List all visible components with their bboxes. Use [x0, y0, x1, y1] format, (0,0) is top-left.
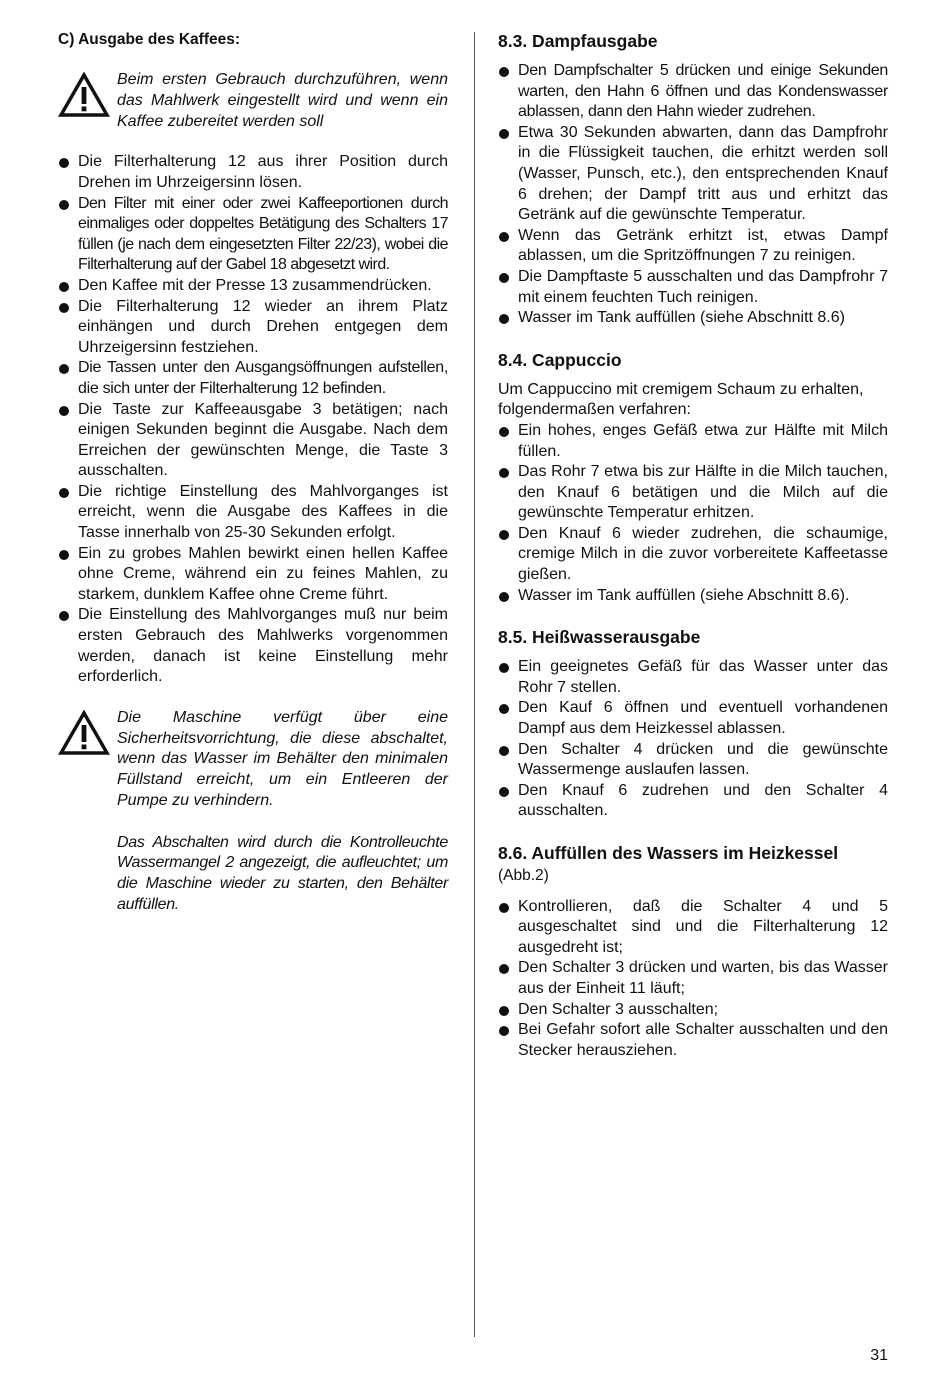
steam-output-steps — [498, 61, 888, 329]
warning-text-low-water-lamp: Das Abschalten wird durch die Kontrolleuchte Wassermangel 2 angezeigt, die aufleuchtet; um die Maschine wieder zu starten, den Behälter auffüllen. — [117, 833, 448, 913]
list-item: Den Schalter 3 ausschalten; — [498, 1000, 888, 1021]
list-item: Den Schalter 3 drücken und warten, bis das Wasser aus der Einheit 11 läuft; — [498, 958, 888, 999]
list-item: Die Tassen unter den Ausgangsöffnungen aufstellen, die sich unter der Filterhalterung 12 befinden. — [58, 358, 448, 399]
list-item: Wenn das Getränk erhitzt ist, etwas Dampf ablassen, um die Spritzöffnungen 7 zu reinigen. — [498, 226, 888, 267]
list-item: Ein zu grobes Mahlen bewirkt einen hellen Kaffee ohne Creme, während ein zu feines Mahlen, zu starkem, dunklem Kaffee ohne Creme führt. — [58, 544, 448, 606]
list-item: Den Kauf 6 öffnen und eventuell vorhandenen Dampf aus dem Heizkessel ablassen. — [498, 698, 888, 739]
list-item: Kontrollieren, daß die Schalter 4 und 5 ausgeschaltet sind und die Filterhalterung 12 ausgedreht ist; — [498, 897, 888, 959]
list-item: Den Filter mit einer oder zwei Kaffeeportionen durch einmaliges oder doppeltes Betätigung des Schalters 17 füllen (je nach dem eingesetzten Filter 22/23), wobei die Filterhalterung auf der Gabel 18 abgesetzt wird. — [58, 194, 448, 276]
list-item: Ein geeignetes Gefäß für das Wasser unter das Rohr 7 stellen. — [498, 657, 888, 698]
warning-block-safety-device — [58, 708, 448, 916]
figure-reference: (Abb.2) — [498, 867, 549, 884]
list-item: Die Filterhalterung 12 wieder an ihrem Platz einhängen und durch Drehen entgegen dem Uhrzeigersinn festziehen. — [58, 297, 448, 359]
list-item: Ein hohes, enges Gefäß etwa zur Hälfte mit Milch füllen. — [498, 421, 888, 462]
section-heading-refill-boiler: 8.6. Auffüllen des Wassers im Heizkessel — [498, 843, 839, 863]
left-column — [58, 30, 448, 916]
refill-boiler-steps — [498, 897, 888, 1062]
coffee-output-steps — [58, 152, 448, 687]
list-item: Die richtige Einstellung des Mahlvorganges ist erreicht, wenn die Ausgabe des Kaffees in die Tasse innerhalb von 25-30 Sekunden erfolgt. — [58, 482, 448, 544]
warning-triangle-icon — [58, 710, 110, 756]
list-item: Den Knauf 6 wieder zudrehen, die schaumige, cremige Milch in die zuvor vorbereitete Kaffeetasse gießen. — [498, 524, 888, 586]
section-heading-steam-output: 8.3. Dampfausgabe — [498, 31, 658, 51]
list-item: Wasser im Tank auffüllen (siehe Abschnitt 8.6). — [498, 586, 888, 607]
page-number: 31 — [870, 1347, 888, 1364]
list-item: Die Einstellung des Mahlvorganges muß nur beim ersten Gebrauch des Mahlwerks vorgenommen werden, danach ist keine Einstellung mehr erforderlich. — [58, 605, 448, 687]
list-item: Den Kaffee mit der Presse 13 zusammendrücken. — [58, 276, 448, 297]
list-item: Die Taste zur Kaffeeausgabe 3 betätigen; nach einigen Sekunden beginnt die Ausgabe. Nach dem Erreichen der gewünschten Menge, die Taste 3 ausschalten. — [58, 400, 448, 482]
list-item: Die Filterhalterung 12 aus ihrer Position durch Drehen im Uhrzeigersinn lösen. — [58, 152, 448, 193]
column-divider — [474, 32, 475, 1337]
warning-block-first-use — [58, 70, 448, 132]
list-item: Die Dampftaste 5 ausschalten und das Dampfrohr 7 mit einem feuchten Tuch reinigen. — [498, 267, 888, 308]
hot-water-output-steps — [498, 657, 888, 822]
warning-text-safety-device: Die Maschine verfügt über eine Sicherheitsvorrichtung, die diese abschaltet, wenn das Wasser im Behälter den minimalen Füllstand erreicht, um ein Entleeren der Pumpe zu verhindern. — [117, 708, 448, 810]
warning-triangle-icon — [58, 72, 110, 118]
list-item: Wasser im Tank auffüllen (siehe Abschnitt 8.6) — [498, 308, 888, 329]
list-item: Das Rohr 7 etwa bis zur Hälfte in die Milch tauchen, den Knauf 6 betätigen und die Milch auf die gewünschte Temperatur erhitzen. — [498, 462, 888, 524]
list-item: Den Knauf 6 zudrehen und den Schalter 4 ausschalten. — [498, 781, 888, 822]
right-column — [498, 30, 888, 1061]
cappuccio-intro: Um Cappuccino mit cremigem Schaum zu erhalten, folgendermaßen verfahren: — [498, 380, 864, 419]
section-heading-cappuccio: 8.4. Cappuccio — [498, 349, 622, 370]
section-heading-coffee-output: C) Ausgabe des Kaffees: — [58, 31, 241, 48]
list-item: Den Schalter 4 drücken und die gewünschte Wassermenge auslaufen lassen. — [498, 740, 888, 781]
cappuccio-steps — [498, 421, 888, 606]
section-heading-hot-water-output: 8.5. Heißwasserausgabe — [498, 627, 701, 648]
list-item: Den Dampfschalter 5 drücken und einige Sekunden warten, den Hahn 6 öffnen und das Kondenswasser ablassen, dann den Hahn wieder zudrehen. — [498, 61, 888, 123]
list-item: Etwa 30 Sekunden abwarten, dann das Dampfrohr in die Flüssigkeit tauchen, die erhitzt werden soll (Wasser, Punsch, etc.), den entsprechenden Knauf 6 drehen; der Dampf tritt aus und erhitzt das Getränk auf die gewünschte Temperatur. — [498, 123, 888, 226]
list-item: Bei Gefahr sofort alle Schalter ausschalten und den Stecker herausziehen. — [498, 1020, 888, 1061]
warning-text-first-use: Beim ersten Gebrauch durchzuführen, wenn das Mahlwerk eingestellt wird und wenn ein Kaffee zubereitet werden soll — [117, 71, 448, 130]
